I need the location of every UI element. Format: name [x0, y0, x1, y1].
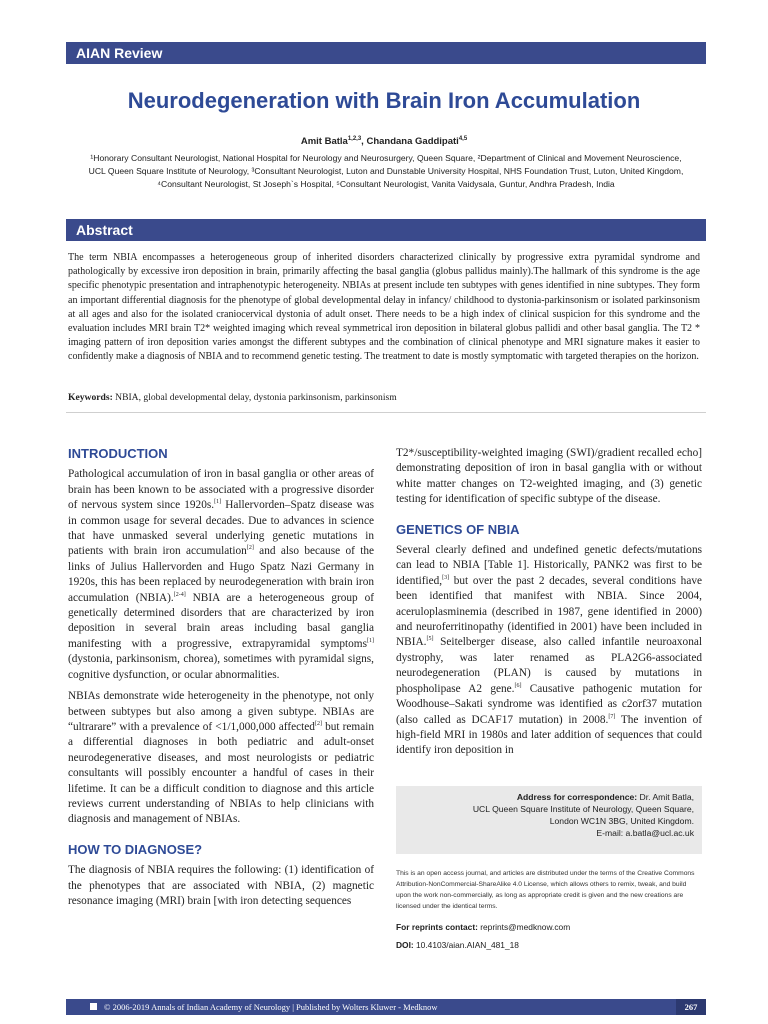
keywords-label: Keywords:: [68, 392, 113, 403]
abstract-heading: Abstract: [76, 222, 133, 238]
correspondence-address-2: London WC1N 3BG, United Kingdom.: [549, 816, 694, 826]
introduction-paragraph-2: [68, 689, 374, 828]
doi-line: [396, 940, 519, 950]
abstract-divider: [66, 412, 706, 413]
footer-copyright: © 2006-2019 Annals of Indian Academy of Neurology | Published by Wolters Kluwer - Medknow: [104, 1002, 438, 1012]
correspondence-email[interactable]: E-mail: a.batla@ucl.ac.uk: [596, 828, 694, 838]
how-to-diagnose-paragraph: The diagnosis of NBIA requires the following: (1) identification of the phenotypes that are associated with NBIA, (2) magnetic resonance imaging (MRI) brain [with iron detecting sequences: [68, 864, 374, 907]
citation: [1]: [367, 638, 374, 645]
article-title: Neurodegeneration with Brain Iron Accumulation: [127, 88, 641, 113]
doi-label: DOI:: [396, 940, 414, 950]
reprints-contact: [396, 922, 570, 932]
genetics-heading: GENETICS OF NBIA: [396, 521, 520, 537]
genetics-paragraph: [396, 543, 702, 759]
column-right: [396, 446, 702, 765]
author-line: [60, 136, 708, 147]
footer-square-icon: [90, 1003, 97, 1010]
doi-value[interactable]: 10.4103/aian.AIAN_481_18: [413, 940, 519, 950]
author-2-affil-sup: 4,5: [458, 135, 468, 142]
author-2-name: Chandana Gaddipati: [366, 136, 459, 147]
text-run: but remain a differential diagnoses in both pediatric and adult-onset neurodegenerative diseases, and most neurologists or pediatric consultants will possibly encounter a handful of cases in their lifetime. It can be a difficult condition to diagnose and this article reviews current understanding of NBIAs to help clinicians with diagnosis and management of NBIAs.: [68, 720, 374, 826]
reprints-label: For reprints contact:: [396, 922, 478, 932]
text-run: Causative pathogenic mutation for Woodhouse–Sakati syndrome was identified as c2orf37 mutation (also called as DCAF17 mutation) in 2008.: [396, 682, 702, 726]
correspondence-name: Dr. Amit Batla,: [637, 792, 694, 802]
text-run: Pathological accumulation of iron in basal ganglia or other areas of brain has been known to be associated with a progressive disorder of nervous system since 1920s.: [68, 468, 374, 512]
citation: [3]: [442, 575, 450, 582]
diagnosis-continued-paragraph: T2*/susceptibility-weighted imaging (SWI)/gradient recalled echo] demonstrating deposition of iron in basal ganglia with or without white matter changes on T2-weighted imaging, and (3) genetic testing for identification of specific subtype of the disease.: [396, 447, 702, 506]
page-number: 267: [676, 999, 706, 1015]
affiliation-line-2: UCL Queen Square Institute of Neurology, ³Consultant Neurologist, Luton and Dunstable University Hospital, NHS Foundation Trust, Luton, United Kingdom,: [88, 166, 684, 176]
text-run: Seitelberger disease, also called infantile neuroaxonal dystrophy, was later renamed as PLA2G6-associated neurodegeneration (PLAN) is caused by mutations in phospholipase A2 gene.: [396, 636, 702, 695]
affiliation-line-3: ⁴Consultant Neurologist, St Joseph`s Hospital, ⁵Consultant Neurologist, Vanita Vaidysala, Guntur, Andhra Pradesh, India: [157, 179, 615, 189]
introduction-paragraph-1: [68, 467, 374, 683]
footer-band: [66, 999, 706, 1015]
column-left: [68, 446, 374, 915]
text-run: Hallervorden–Spatz disease was in common usage for several decades. Due to advances in science that have unmasked several underlying genetic mutations in patients with brain iron accumulation: [68, 499, 374, 558]
citation: [7]: [608, 713, 616, 720]
affiliations: [66, 152, 706, 191]
correspondence-box: [396, 786, 702, 854]
abstract-text: The term NBIA encompasses a heterogeneous group of inherited disorders characterized clinically by progressive extra pyramidal syndrome and pathologically by excessive iron deposition in brain, primarily affecting the basal ganglia (globus pallidus mainly).The hallmark of this syndrome is the age specific phenotypic presentation and intraphenotypic heterogeneity. NBIAs at present include ten subtypes with genes identified in nine subtypes. They form an important differential diagnosis for the phenotype of global developmental delay in infancy/ childhood to dystonia-parkinsonism or isolated parkinsonism at all ages and also for the isolated craniocervical dystonia of adult onset. There needs to be a high index of clinical suspicion for this syndrome and the evaluation includes MRI brain T2* weighted imaging which reveal symmetrical iron deposition in bilateral globus pallidi and other basal ganglia. The T2 * imaging pattern of iron deposition varies amongst the different subtypes and the combination of clinical phenotype and MRI signature makes it easier to confidently make a diagnosis of NBIA and to recommend genetic testing. The treatment to date is mostly symptomatic with targeted therapies on the horizon.: [68, 252, 700, 363]
citation: [2-4]: [173, 591, 186, 598]
text-run: (dystonia, parkinsonism, chorea), sometimes with pyramidal signs, cognitive dysfunction, or ocular abnormalities.: [68, 653, 374, 681]
citation: [1]: [214, 499, 222, 506]
author-separator: ,: [361, 136, 367, 147]
text-run: and also because of the links of Julius Hallervorden and Hugo Spatz Nazi Germany in 1920s, this has been replaced by neurodegeneration with brain iron accumulation (NBIA).: [68, 545, 375, 604]
citation: [5]: [426, 636, 434, 643]
citation: [2]: [314, 721, 322, 728]
text-run: NBIA are a heterogeneous group of genetically determined disorders that are characterized by iron deposition in several brain areas including basal ganglia manifesting with a progressive, extrapyramidal symptoms: [68, 591, 375, 650]
citation: [2]: [246, 545, 254, 552]
introduction-heading: INTRODUCTION: [68, 446, 168, 461]
how-to-diagnose-heading: HOW TO DIAGNOSE?: [68, 841, 203, 857]
text-run: Several clearly defined and undefined genetic defects/mutations can lead to NBIA [Table 1]. Historically, PANK2 was first to be identified,: [396, 544, 702, 587]
citation: [6]: [514, 682, 522, 689]
correspondence-label: Address for correspondence:: [516, 792, 638, 802]
author-1-affil-sup: 1,2,3: [347, 135, 362, 142]
license-text: This is an open access journal, and articles are distributed under the terms of the Creative Commons Attribution-NonCommercial-ShareAlike 4.0 License, which allows others to remix, tweak, and build upon the work non-commercially, as long as appropriate credit is given and the new creations are licensed under the identical terms.: [396, 870, 695, 910]
section-label: AIAN Review: [76, 45, 163, 61]
reprints-email[interactable]: reprints@medknow.com: [477, 922, 571, 932]
author-1-name: Amit Batla: [300, 136, 348, 147]
keywords: [68, 392, 700, 403]
correspondence-address-1: UCL Queen Square Institute of Neurology, Queen Square,: [472, 804, 694, 814]
affiliation-line-1: ¹Honorary Consultant Neurologist, National Hospital for Neurology and Neurosurgery, Queen Square, ²Department of Clinical and Movement Neuroscience,: [90, 153, 682, 163]
section-band: [66, 42, 706, 64]
keywords-list: NBIA, global developmental delay, dystonia parkinsonism, parkinsonism: [112, 392, 397, 403]
text-run: NBIAs demonstrate wide heterogeneity in the phenotype, not only between subtypes but also among a given subtype. NBIAs are “ultrarare” with a prevalence of <1/1,000,000 affected: [68, 690, 374, 733]
text-run: but over the past 2 decades, several conditions have been identified that manifest with NBIA. Since 2004, aceruloplasminemia (described in 1987, gene identified in 2000) and neuroferritinopathy (identified in 2001) have been included in NBIA.: [396, 574, 702, 649]
text-run: The invention of high-field MRI in 1980s and later addition of sequences that could identify iron deposition in: [396, 713, 703, 757]
correspondence-name-line: [404, 791, 694, 803]
abstract-band: [66, 219, 706, 241]
